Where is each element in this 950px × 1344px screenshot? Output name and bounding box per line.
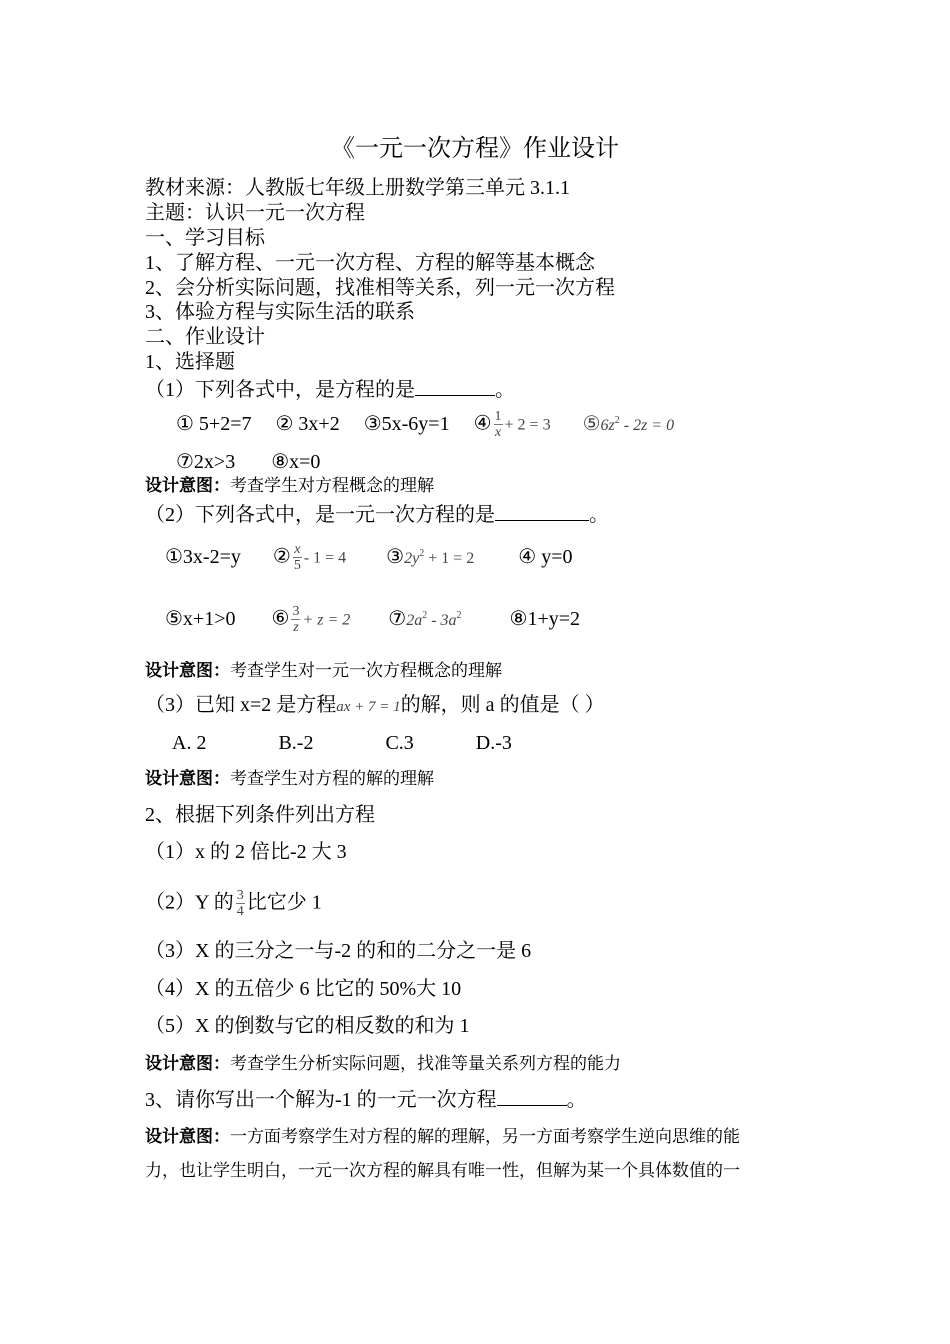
q2-options-row-1 [165,543,572,573]
q2-option-7-mark: ⑦ [388,607,407,630]
exponent: 2 [419,547,425,559]
intent-text: 考查学生对方程概念的理解 [230,476,434,495]
question-3-stem [145,695,605,715]
exponent: 2 [614,414,620,426]
part-3-design-intent-cont: 力，也让学生明白，一元一次方程的解具有唯一性，但解为某一个具体数值的一 [145,1161,740,1180]
q1-option-8: ⑧x=0 [271,451,321,473]
q2-option-6-fraction [291,605,300,635]
part-2-item-1: （1）x 的 2 倍比-2 大 3 [145,841,347,863]
q3-option-d: D.-3 [475,732,512,754]
q3-option-b: B.-2 [278,732,314,754]
fraction-numerator: 3 [292,604,300,619]
q2-option-7-term-2: - 3a [427,611,457,629]
q2-stem-end: 。 [589,504,609,526]
q2-option-3-term: 2y [404,549,420,567]
part-3-text-end: 。 [566,1089,587,1111]
part-2-item-3: （3）X 的三分之一与-2 的和的二分之一是 6 [145,940,532,962]
fraction-denominator: x [494,425,502,440]
intent-text: 考查学生分析实际问题，找准等量关系列方程的能力 [230,1054,621,1073]
source-line: 教材来源：人教版七年级上册数学第三单元 3.1.1 [145,177,570,199]
part-2-item-2 [145,889,322,919]
q3-option-a: A. 2 [172,732,207,754]
q1-options-row-2 [176,452,320,472]
q3-option-c: C.3 [385,732,414,754]
q1-design-intent [145,477,434,494]
q1-option-4-mark: ④ [473,412,492,435]
intent-text: 考查学生对一元一次方程概念的理解 [230,661,502,680]
q1-option-4 [474,410,551,440]
q1-options-row-1 [176,410,674,440]
exponent: 2 [456,609,462,621]
intent-label: 设计意图： [145,1054,230,1073]
q3-design-intent [145,770,434,787]
answer-blank [497,1087,567,1106]
intent-label: 设计意图： [145,661,230,680]
q2-option-7-term: 2a [406,611,423,629]
answer-blank [495,502,589,521]
part-2-heading: 2、根据下列条件列出方程 [145,804,375,826]
q1-stem-text: （1）下列各式中，是方程的是 [145,379,415,401]
answer-blank [415,377,495,396]
part-2-design-intent [145,1055,621,1072]
q2-option-6-rest: + z = 2 [302,611,351,629]
q2-option-4: ④ y=0 [518,545,573,568]
q3-stem-text: （3）已知 x=2 是方程 [145,694,337,716]
q2-option-3-rest: + 1 = 2 [424,549,475,567]
q1-option-4-rest: + 2 = 3 [504,416,551,434]
document-title: 《一元一次方程》作业设计 [331,136,619,162]
intent-text: 考查学生对方程的解的理解 [230,769,434,788]
q2-option-7 [388,609,461,629]
intent-label: 设计意图： [145,769,230,788]
part-3-stem [145,1087,587,1110]
q1-option-2: ② 3x+2 [275,412,340,435]
q1-option-5-rest: - 2z = 0 [619,416,675,434]
goals-heading: 一、学习目标 [145,227,265,249]
q2-option-8: ⑧1+y=2 [509,607,581,630]
part-2-item-5: （5）X 的倒数与它的相反数的和为 1 [145,1015,470,1037]
q3-stem-end: 的解，则 a 的值是（ ） [400,694,605,716]
q2-stem-text: （2）下列各式中，是一元一次方程的是 [145,504,495,526]
intent-label: 设计意图： [145,1127,230,1146]
q2-option-2-fraction [293,543,302,573]
q1-option-3: ③5x-6y=1 [363,412,450,435]
q1-option-1: ① 5+2=7 [176,412,252,435]
q2-options-row-2 [165,605,580,635]
fraction-denominator: 4 [236,904,244,919]
homework-heading: 二、作业设计 [145,326,265,348]
fraction-numerator: x [294,542,301,557]
goal-item: 3、体验方程与实际生活的联系 [145,301,415,323]
q2-option-3-mark: ③ [386,545,405,568]
q1-option-5-mark: ⑤ [582,412,601,435]
fraction-denominator: z [293,620,299,635]
intent-label: 设计意图： [145,476,230,495]
q2-design-intent [145,662,502,679]
q1-option-4-fraction [494,410,503,440]
q3-equation: ax + 7 = 1 [336,699,401,715]
q1-option-5 [583,414,675,434]
q2-option-5: ⑤x+1>0 [165,607,236,630]
q1-option-5-term: 6z [600,416,615,434]
part-3-text: 3、请你写出一个解为-1 的一元一次方程 [145,1089,497,1111]
q1-stem-end: 。 [495,379,515,401]
q2-option-6 [272,605,351,635]
q2-option-2-mark: ② [272,545,291,568]
question-2-stem [145,502,609,525]
q2-option-1: ①3x-2=y [165,545,241,568]
q2-option-2 [273,543,346,573]
fraction-numerator: 3 [236,888,244,903]
q2-option-6-mark: ⑥ [271,607,290,630]
part-3-design-intent [145,1128,740,1145]
q2-option-3 [386,547,474,567]
question-1-stem [145,377,515,400]
goal-item: 2、会分析实际问题，找准相等关系，列一元一次方程 [145,277,615,299]
q1-option-7: ⑦2x>3 [176,451,236,473]
item-2-text-end: 比它少 1 [246,891,322,914]
goal-item: 1、了解方程、一元一次方程、方程的解等基本概念 [145,252,595,274]
q2-option-2-rest: - 1 = 4 [303,549,347,567]
intent-text: 一方面考察学生对方程的解的理解，另一方面考察学生逆向思维的能 [230,1127,740,1146]
item-2-text: （2）Y 的 [145,891,234,914]
q3-options [172,733,512,753]
part-2-item-4: （4）X 的五倍少 6 比它的 50%大 10 [145,978,462,1000]
item-2-fraction [236,889,245,919]
exponent: 2 [422,609,428,621]
topic-line: 主题：认识一元一次方程 [145,202,365,224]
fraction-denominator: 5 [293,558,301,573]
choice-heading: 1、选择题 [145,351,235,373]
fraction-numerator: 1 [494,409,502,424]
